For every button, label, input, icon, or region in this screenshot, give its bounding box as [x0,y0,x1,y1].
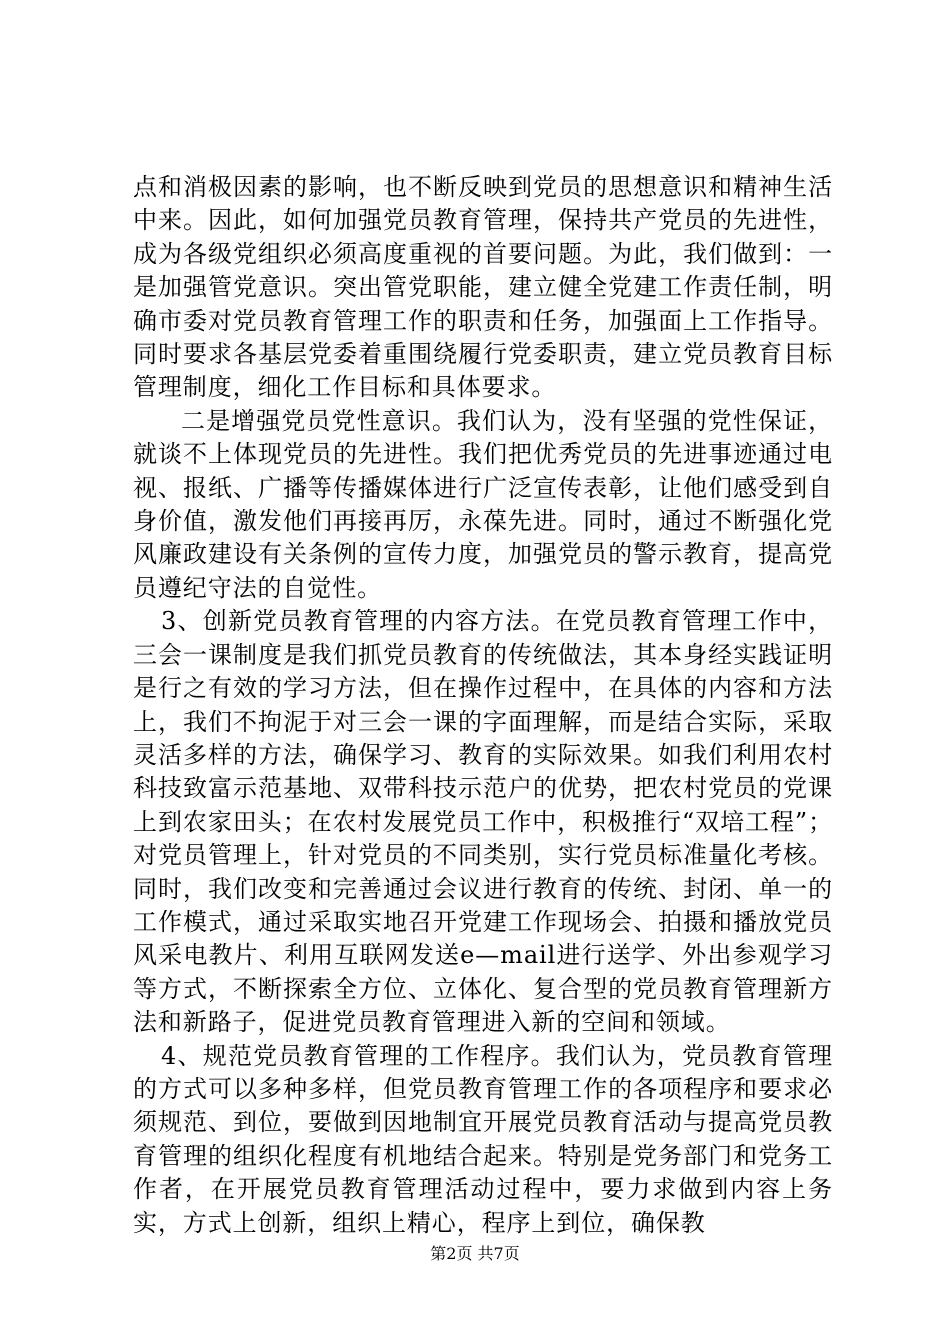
paragraph-party-spirit: 二是增强党员党性意识。我们认为，没有坚强的党性保证，就谈不上体现党员的先进性。我们把优秀党员的先进事迹通过电视、报纸、广播等传播媒体进行广泛宣传表彰，让他们感受到自身价值，激发他们再接再厉，永葆先进。同时，通过不断强化党风廉政建设有关条例的宣传力度，加强党员的警示教育，提高党员遵纪守法的自觉性。 [133,406,833,602]
paragraph-continuation: 点和消极因素的影响，也不断反映到党员的思想意识和精神生活中来。因此，如何加强党员教育管理，保持共产党员的先进性，成为各级党组织必须高度重视的首要问题。为此，我们做到：一是加强管党意识。突出管党职能，建立健全党建工作责任制，明确市委对党员教育管理工作的职责和任务，加强面上工作指导。同时要求各基层党委着重围绕履行党委职责，建立党员教育目标管理制度，细化工作目标和具体要求。 [133,173,833,402]
paragraph-innovate-methods: 3、创新党员教育管理的内容方法。在党员教育管理工作中，三会一课制度是我们抓党员教育的传统做法，其本身经实践证明是行之有效的学习方法，但在操作过程中，在具体的内容和方法上，我们不拘泥于对三会一课的字面理解，而是结合实际，采取灵活多样的方法，确保学习、教育的实际效果。如我们利用农村科技致富示范基地、双带科技示范户的优势，把农村党员的党课上到农家田头；在农村发展党员工作中，积极推行“双培工程”；对党员管理上，针对党员的不同类别，实行党员标准量化考核。同时，我们改变和完善通过会议进行教育的传统、封闭、单一的工作模式，通过采取实地召开党建工作现场会、拍摄和播放党员风采电教片、利用互联网发送e—mail进行送学、外出参观学习等方式，不断探索全方位、立体化、复合型的党员教育管理新方法和新路子，促进党员教育管理进入新的空间和领域。 [133,607,833,1037]
paragraph-standardize-procedures: 4、规范党员教育管理的工作程序。我们认为，党员教育管理的方式可以多种多样，但党员教育管理工作的各项程序和要求必须规范、到位，要做到因地制宜开展党员教育活动与提高党员教育管理的组织化程度有机地结合起来。特别是党务部门和党务工作者，在开展党员教育管理活动过程中，要力求做到内容上务实，方式上创新，组织上精心，程序上到位，确保教 [133,1041,833,1237]
page-number-footer: 第2页 共7页 [430,1244,520,1263]
document-body [133,171,833,1240]
